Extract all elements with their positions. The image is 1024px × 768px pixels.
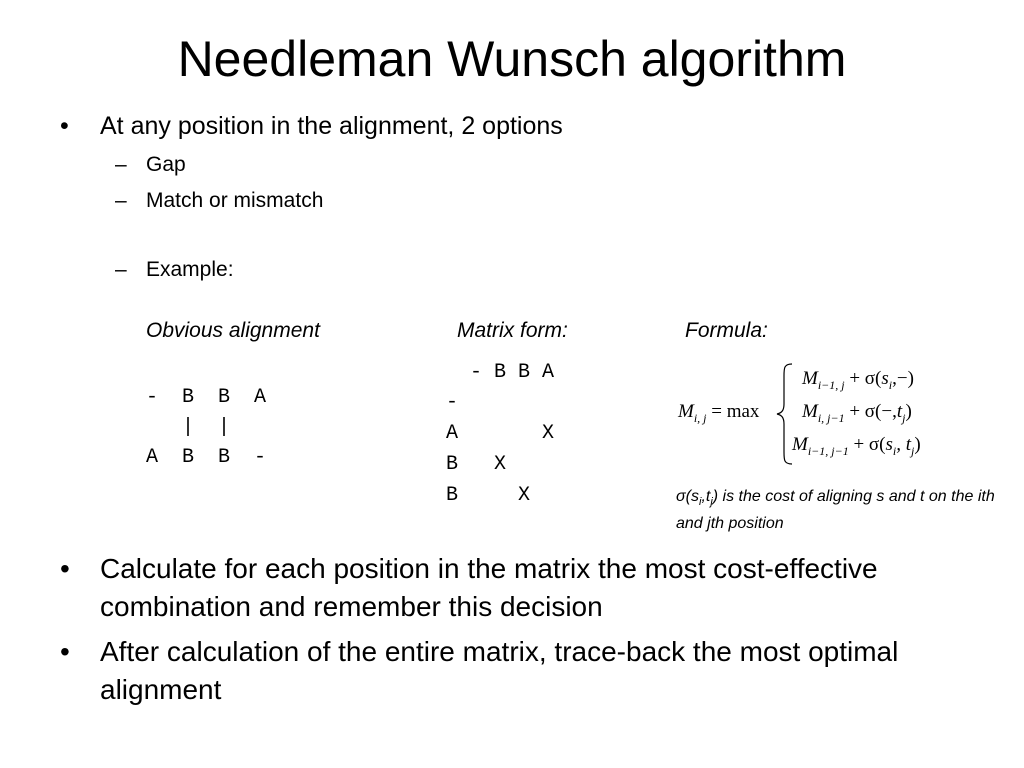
case-s-sub: i (892, 444, 897, 458)
bullet-glyph: • (60, 112, 69, 140)
case-s: s (885, 434, 893, 455)
note-sub-j: j (710, 496, 713, 508)
formula-case-3 (792, 434, 921, 462)
formula-block (672, 360, 972, 470)
case-tail: ) (905, 401, 912, 422)
matrix-line-5: B X (446, 484, 531, 507)
case-sub: i−1, j−1 (807, 444, 849, 458)
case-rest: + σ(−, (849, 401, 897, 422)
case-symbol: M (792, 434, 808, 455)
dash-glyph: – (115, 153, 127, 176)
slide-title: Needleman Wunsch algorithm (177, 31, 847, 87)
formula-case-2 (802, 401, 912, 429)
case-tail: ) (914, 434, 921, 455)
note-prefix: σ(s (676, 488, 699, 505)
matrix-line-1: - B B A (446, 361, 555, 384)
bullet-glyph: • (60, 553, 70, 584)
bullet-calculate (60, 550, 990, 626)
alignment-line-1: - B B A (146, 386, 267, 409)
case-mid-sub: j (911, 444, 915, 458)
note-suffix: ) is the cost of aligning s and t on the ith and jth position (676, 488, 995, 532)
bullet-glyph: • (60, 636, 70, 667)
case-tail: ,−) (892, 368, 914, 389)
case-symbol: M (802, 401, 818, 422)
bullet-traceback-text: After calculation of the entire matrix, trace-back the most optimal alignment (100, 636, 899, 705)
note-sub-i: i (698, 496, 702, 508)
header-matrix-form: Matrix form: (457, 319, 568, 342)
case-s-sub: i (888, 378, 893, 392)
dash-glyph: – (115, 189, 127, 212)
note-comma: ,t (701, 488, 711, 505)
formula-case-1 (802, 368, 914, 396)
matrix-line-4: B X (446, 453, 507, 476)
case-t: t (896, 401, 903, 422)
case-mid: , t (896, 434, 912, 455)
sub-bullet-text: Gap (146, 153, 186, 176)
sub-bullet-text: Match or mismatch (146, 189, 324, 212)
matrix-line-3: A X (446, 422, 555, 445)
header-formula: Formula: (685, 319, 768, 342)
header-obvious-alignment: Obvious alignment (146, 319, 320, 342)
bullet-main-text: At any position in the alignment, 2 options (100, 112, 563, 140)
alignment-line-2: | | (146, 416, 231, 439)
case-symbol: M (802, 368, 818, 389)
dash-glyph: – (115, 258, 127, 281)
formula-note (676, 486, 1006, 535)
case-sub: i, j−1 (817, 411, 845, 425)
bullet-calculate-text: Calculate for each position in the matrix the most cost-effective combination and remember this decision (100, 553, 878, 622)
alignment-line-3: A B B - (146, 446, 267, 469)
formula-lhs-symbol: M (678, 401, 694, 422)
case-s: s (881, 368, 889, 389)
case-rest: + σ( (849, 368, 882, 389)
case-sub: i−1, j (817, 378, 845, 392)
case-t-sub: j (902, 411, 906, 425)
matrix-line-2: - (446, 391, 459, 414)
sub-bullet-text: Example: (146, 258, 234, 281)
formula-lhs-sub: i, j (693, 411, 707, 425)
formula-max: = max (711, 401, 760, 422)
bullet-traceback (60, 633, 990, 709)
formula-lhs (678, 401, 759, 429)
case-rest: + σ( (853, 434, 886, 455)
